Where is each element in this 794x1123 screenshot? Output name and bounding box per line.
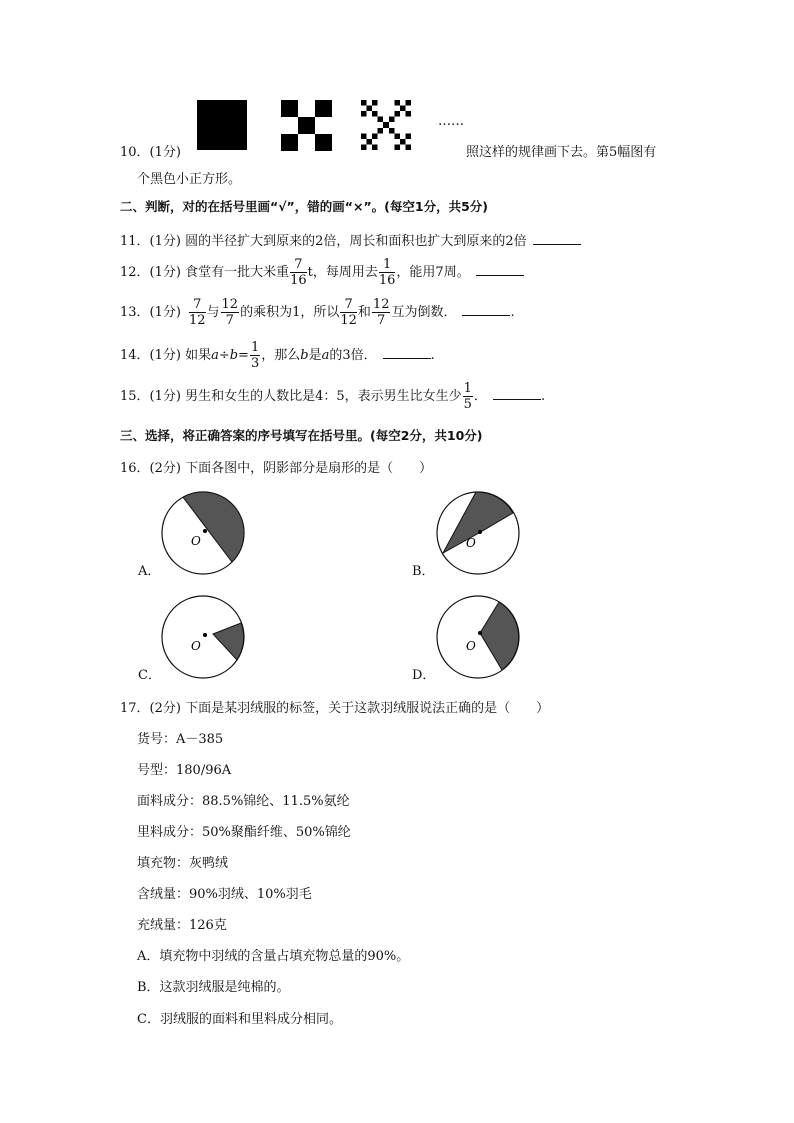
q14-text-b: ，那么: [261, 348, 301, 363]
circle-figure-a: [160, 490, 246, 576]
q16-text: 16．(2分) 下面各图中，阴影部分是扇形的是（ ）: [120, 461, 433, 476]
label-line-item-number: 货号：A－385: [137, 732, 224, 747]
q17-option-b: B．这款羽绒服是纯棉的。: [137, 980, 290, 995]
pattern-square: [405, 133, 411, 139]
pattern-square: [372, 144, 378, 150]
label-line-size: 号型：180/96A: [137, 763, 232, 778]
numerator: 12: [372, 297, 390, 312]
pattern-square: [361, 133, 367, 139]
pattern-square: [394, 144, 400, 150]
denominator: 12: [340, 313, 357, 328]
pattern-square: [394, 111, 400, 117]
q15-end: .: [540, 389, 546, 404]
pattern-square: [400, 106, 406, 112]
pattern-square: [389, 117, 395, 123]
pattern-square: [394, 100, 400, 106]
q14-end: .: [430, 348, 435, 363]
pattern-square: [367, 106, 373, 112]
pattern-square: [361, 144, 367, 150]
pattern-square: [405, 144, 411, 150]
q13-text-a: 13．(1分): [120, 305, 181, 320]
pattern-square: [378, 128, 384, 134]
q13: [120, 298, 515, 327]
numerator: 12: [221, 297, 239, 312]
circle-figure-d: [435, 594, 521, 680]
pattern-square: [372, 133, 378, 139]
center-label: O: [191, 534, 201, 548]
answer-blank: [533, 232, 581, 245]
denominator: 16: [290, 273, 307, 288]
denominator: 5: [463, 397, 472, 412]
numerator: 1: [463, 381, 472, 396]
label-line-lining: 里料成分：50%聚酯纤维、50%锦纶: [137, 825, 351, 840]
q13-text-e: 互为倒数．: [391, 305, 457, 320]
option-label-d: D．: [412, 668, 436, 683]
fraction: [379, 258, 396, 287]
q13-text-d: 和: [357, 305, 371, 320]
answer-blank: [462, 303, 510, 316]
fraction: [250, 341, 260, 370]
q10-text-1: 照这样的规律画下去。第5幅图有: [466, 145, 657, 160]
fraction: [290, 258, 307, 287]
denominator: 12: [188, 313, 206, 328]
answer-blank: [383, 346, 431, 359]
denominator: 7: [225, 313, 234, 328]
q12-text-c: ，能用7周。: [396, 265, 470, 280]
fraction: [221, 298, 240, 327]
q15-text-b: ．: [473, 389, 487, 404]
pattern-square: [372, 111, 378, 117]
q17-option-c: C．羽绒服的面料和里料成分相同。: [137, 1012, 342, 1027]
pattern-figure-1: [197, 100, 247, 150]
q10-text-2: 个黑色小正方形。: [137, 172, 242, 187]
q11: [120, 230, 581, 249]
section-2-title: 二、判断，对的在括号里画“√”，错的画“×”。(每空1分，共5分): [120, 199, 488, 214]
q13-text-b: 与: [206, 305, 220, 320]
q14-text-d: 的3倍．: [329, 348, 377, 363]
variable-a: a: [321, 348, 330, 363]
pattern-square: [383, 122, 389, 128]
pattern-square: [405, 111, 411, 117]
fraction: [463, 382, 473, 411]
denominator: 3: [250, 356, 260, 371]
pattern-square: [394, 133, 400, 139]
label-line-down-content: 含绒量：90%羽绒、10%羽毛: [137, 887, 312, 902]
pattern-square: [378, 117, 384, 123]
q14-expression: a÷b=: [211, 348, 249, 363]
pattern-square: [361, 111, 367, 117]
fraction: [189, 298, 206, 327]
q14-text-a: 14．(1分) 如果: [120, 348, 212, 363]
q12-text-b: t，每周用去: [307, 265, 378, 280]
option-label-a: A．: [138, 564, 161, 579]
label-line-fill-weight: 充绒量：126克: [137, 918, 227, 933]
q10-ellipsis: ……: [438, 114, 464, 129]
pattern-square: [361, 100, 367, 106]
numerator: 7: [189, 298, 206, 313]
q12-text-a: 12．(1分) 食堂有一批大米重: [120, 265, 290, 280]
numerator: 1: [379, 258, 396, 273]
numerator: 1: [250, 340, 260, 355]
q14-text-c: 是: [308, 348, 322, 363]
q17-text: 17．(2分) 下面是某羽绒服的标签，关于这款羽绒服说法正确的是（ ）: [120, 701, 550, 716]
answer-blank: [476, 263, 524, 276]
center-label: O: [191, 639, 201, 653]
pattern-figure-2: [281, 100, 332, 151]
circle-figure-b: [435, 490, 521, 576]
q10-prefix: 10．(1分): [120, 145, 181, 160]
pattern-square: [389, 128, 395, 134]
numerator: 7: [340, 298, 357, 313]
variable-b: b: [300, 348, 309, 363]
pattern-figure-3: [361, 100, 411, 150]
pattern-square: [372, 100, 378, 106]
denominator: 7: [377, 313, 386, 328]
numerator: 7: [290, 258, 307, 273]
q11-text: 11．(1分) 圆的半径扩大到原来的2倍，周长和面积也扩大到原来的2倍: [120, 234, 527, 249]
q13-text-c: 的乘积为1，所以: [240, 305, 340, 320]
fraction: [372, 298, 391, 327]
q14: [120, 341, 435, 370]
fraction: [340, 298, 357, 327]
pattern-square: [405, 100, 411, 106]
q17-option-a: A．填充物中羽绒的含量占填充物总量的90%。: [137, 949, 410, 964]
q15-text-a: 15．(1分) 男生和女生的人数比是4：5，表示男生比女生少: [120, 389, 462, 404]
section-3-title: 三、选择，将正确答案的序号填写在括号里。(每空2分，共10分): [120, 428, 483, 443]
circle-figure-c: [160, 594, 246, 680]
answer-blank: [493, 387, 541, 400]
pattern-square: [400, 139, 406, 145]
denominator: 16: [378, 273, 396, 288]
label-line-fabric: 面料成分：88.5%锦纶、11.5%氨纶: [137, 794, 350, 809]
center-label: O: [466, 536, 476, 550]
option-label-b: B．: [412, 564, 435, 579]
q15: [120, 382, 545, 411]
q12: [120, 258, 524, 287]
label-line-filling: 填充物：灰鸭绒: [137, 856, 229, 871]
option-label-c: C．: [138, 668, 161, 683]
pattern-square: [367, 139, 373, 145]
q13-end: .: [510, 305, 515, 320]
center-label: O: [466, 639, 476, 653]
